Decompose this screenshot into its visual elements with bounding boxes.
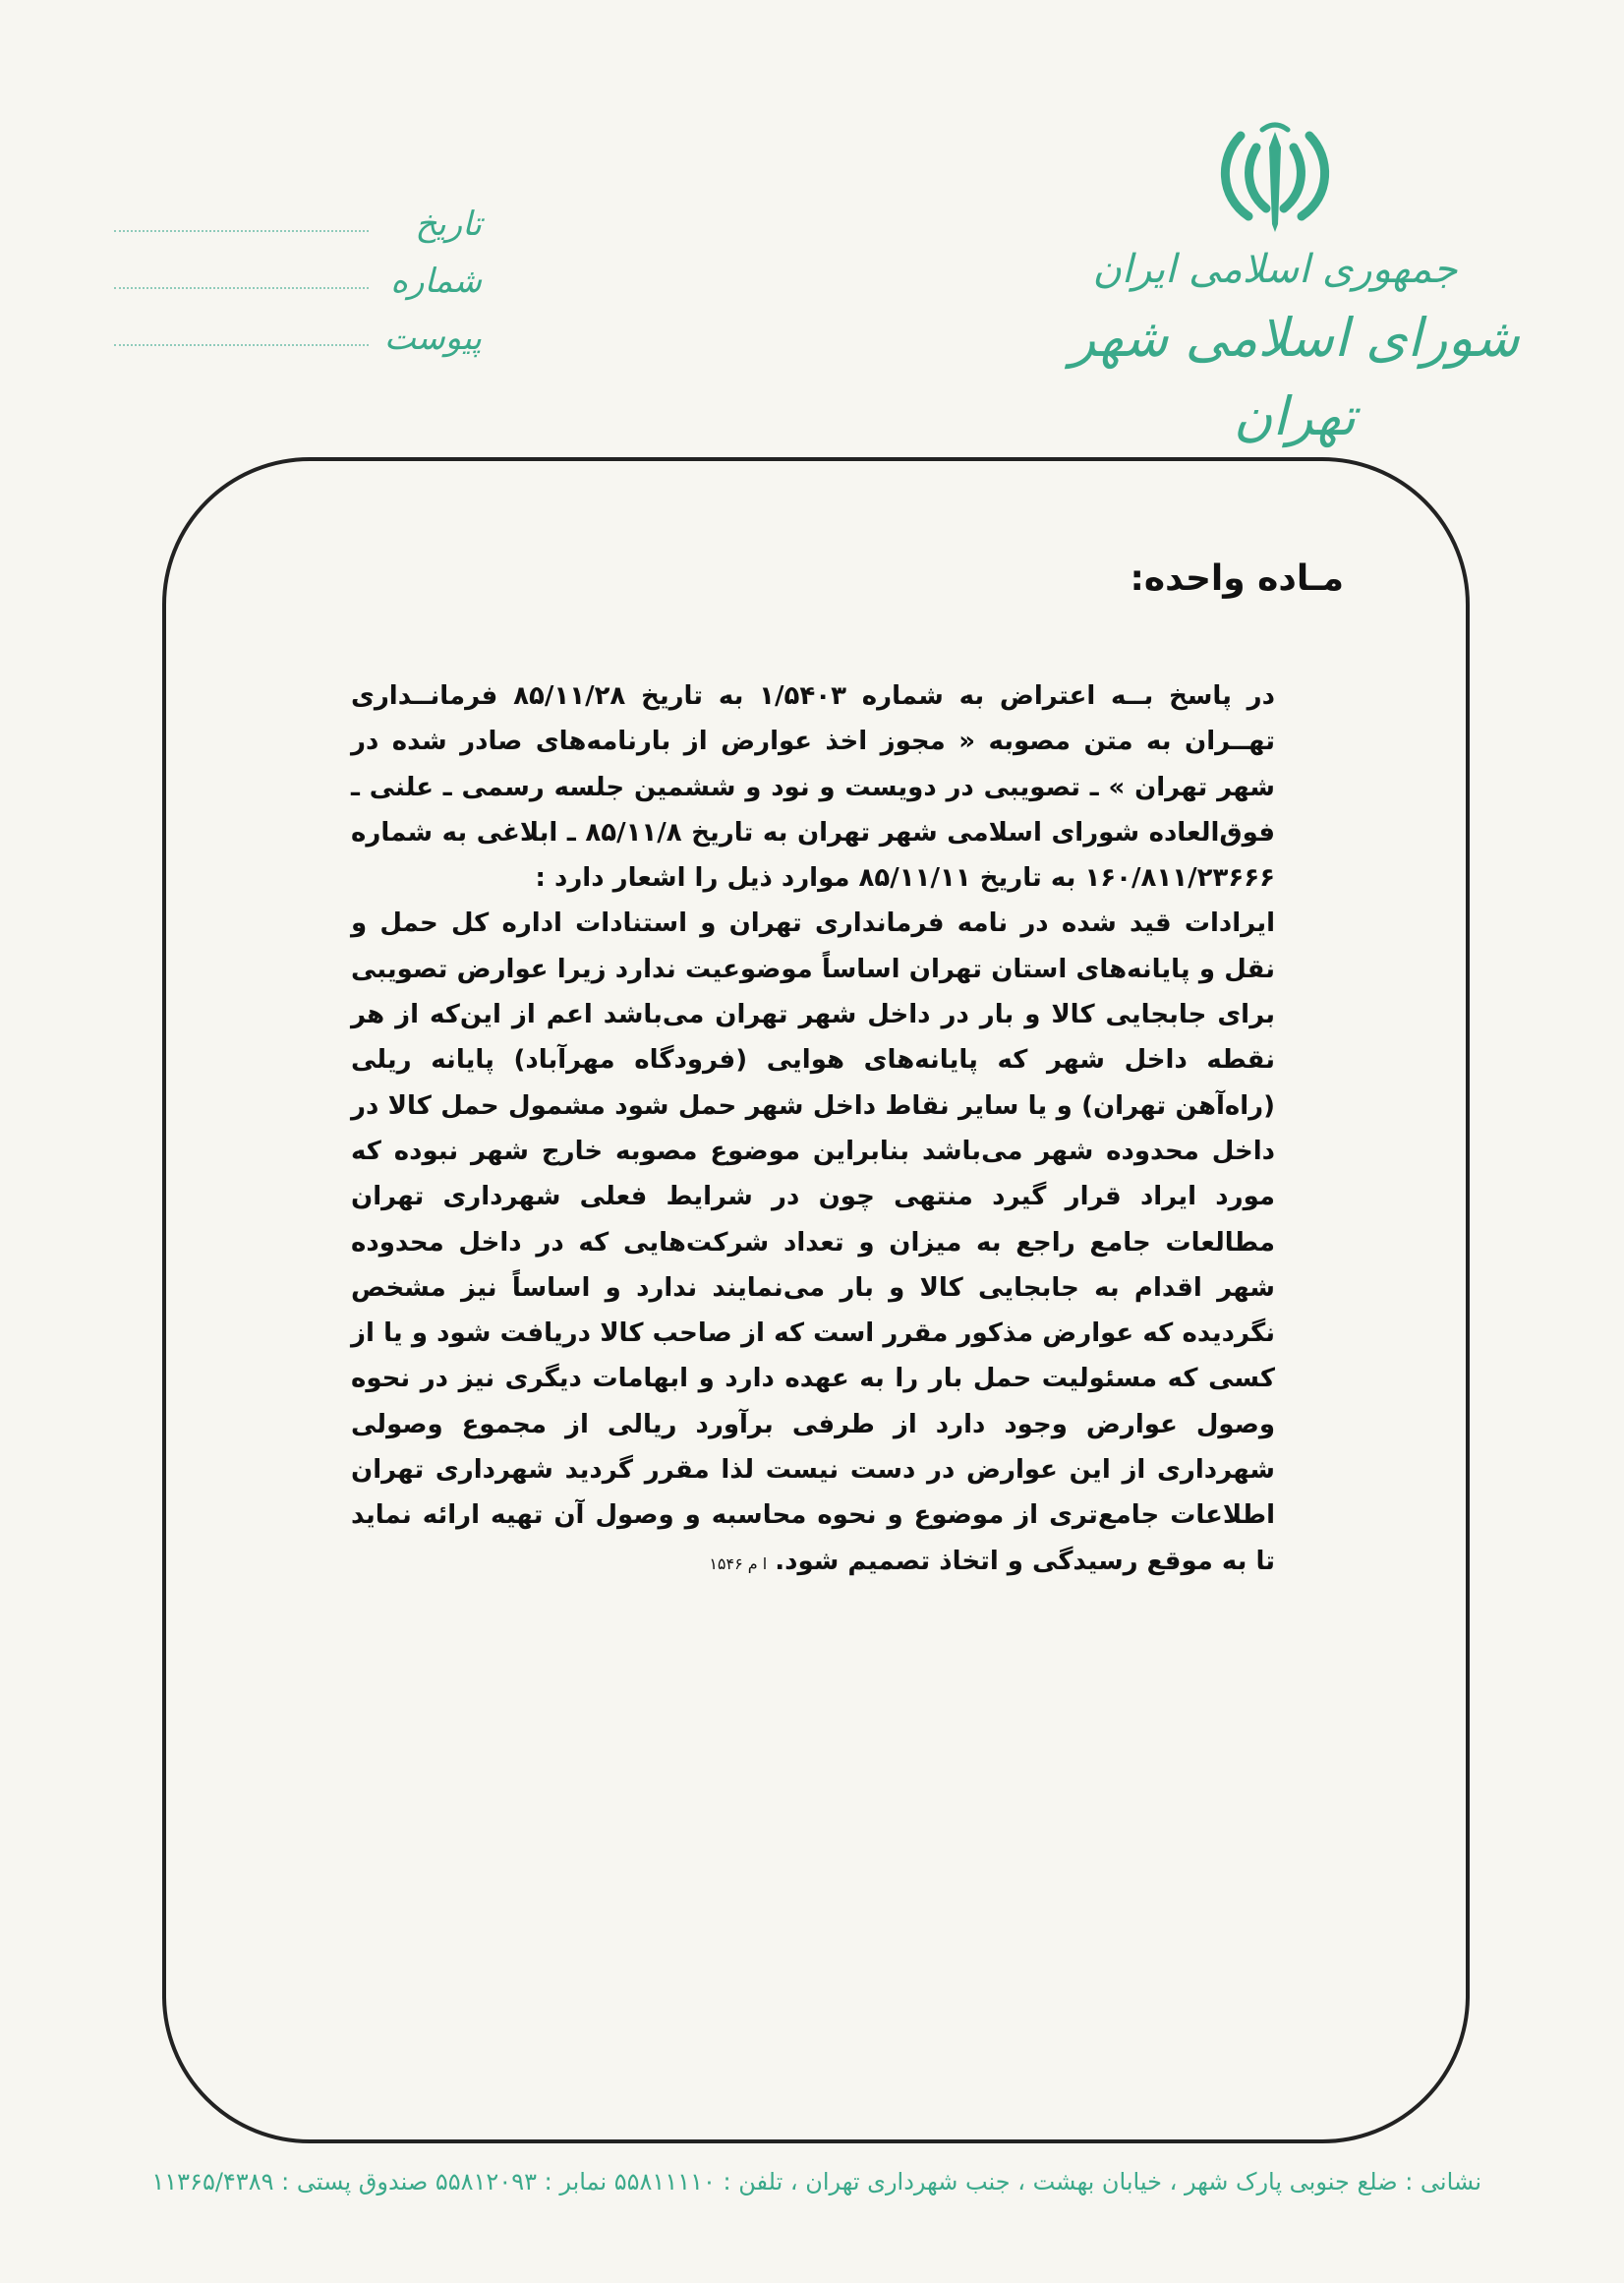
footer-address: نشانی : ضلع جنوبی پارک شهر ، خیابان بهشت ، جنب شهرداری تهران ، تلفن : ۵۵۸۱۱۱۱۰ نمابر : ۵۵۸۱۲۰۹۳ صندوق پستی : ۱۱۳۶۵/۴۳۸۹	[151, 2168, 1481, 2195]
republic-name: جمهوری اسلامی ایران	[1092, 247, 1458, 292]
number-line	[114, 287, 369, 289]
letter-meta-fields	[108, 187, 482, 358]
article-paragraph-1: در پاسخ بــه اعتراض به شماره ۱/۵۴۰۳ به تاریخ ۸۵/۱۱/۲۸ فرمانــداری تهــران به متن مصوبه « مجوز اخذ عوارض از بارنامه‌های صادر شده در شهر تهران » ـ تصویبی در دویست و نود و ششمین جلسه رسمی ـ علنی ـ فوق‌العاده شورای اسلامی شهر تهران به تاریخ ۸۵/۱۱/۸ ـ ابلاغی به شماره ۱۶۰/۸۱۱/۲۳۶۶۶ به تاریخ ۸۵/۱۱/۱۱ موارد ذیل را اشعار دارد :	[351, 681, 1275, 894]
number-label: شماره	[390, 262, 482, 301]
article-paragraph-2	[351, 901, 1275, 1586]
attachment-label: پیوست	[383, 319, 482, 358]
article-title: مـاده واحده:	[1130, 558, 1344, 599]
attachment-field	[108, 301, 482, 358]
article-body	[351, 673, 1275, 1587]
letterhead	[1069, 118, 1520, 456]
council-name: شورای اسلامی شهر تهران	[1070, 307, 1520, 447]
iran-emblem-icon	[1211, 118, 1339, 236]
reference-note: ا م ۱۵۴۶	[709, 1553, 768, 1573]
date-field	[108, 187, 482, 244]
date-label: تاریخ	[415, 205, 482, 244]
attachment-line	[114, 344, 369, 346]
date-line	[114, 230, 369, 232]
article-paragraph-2-text: ایرادات قید شده در نامه فرمانداری تهران و استنادات اداره کل حمل و نقل و پایانه‌های استان تهران اساساً موضوعیت ندارد زیرا عوارض تصویبی برای جابجایی کالا و بار در داخل شهر تهران می‌باشد اعم از این‌که از هر نقطه داخل شهر که پایانه‌های هوایی (فرودگاه مهرآباد) پایانه ریلی (راه‌آهن تهران) و یا سایر نقاط داخل شهر حمل شود مشمول حمل کالا در داخل محدوده شهر می‌باشد بنابراین موضوع مصوبه خارج شهر نبوده که مورد ایراد قرار گیرد منتهی چون در شرایط فعلی شهرداری تهران مطالعات جامع راجع به میزان و تعداد شرکت‌هایی که در داخل محدوده شهر اقدام به جابجایی کالا و بار می‌نمایند ندارد و اساساً نیز مشخص نگردیده که عوارض مذکور مقرر است که از صاحب کالا دریافت شود و یا از کسی که مسئولیت حمل بار را به عهده دارد و ابهامات دیگری نیز در نحوه وصول عوارض وجود دارد از طرفی برآورد ریالی از مجموع وصولی شهرداری از این عوارض در دست نیست لذا مقرر گردید شهرداری تهران اطلاعات جامع‌تری از موضوع و نحوه محاسبه و وصول آن تهیه ارائه نماید تا به موقع رسیدگی و اتخاذ تصمیم شود.	[351, 908, 1275, 1576]
number-field	[108, 244, 482, 301]
